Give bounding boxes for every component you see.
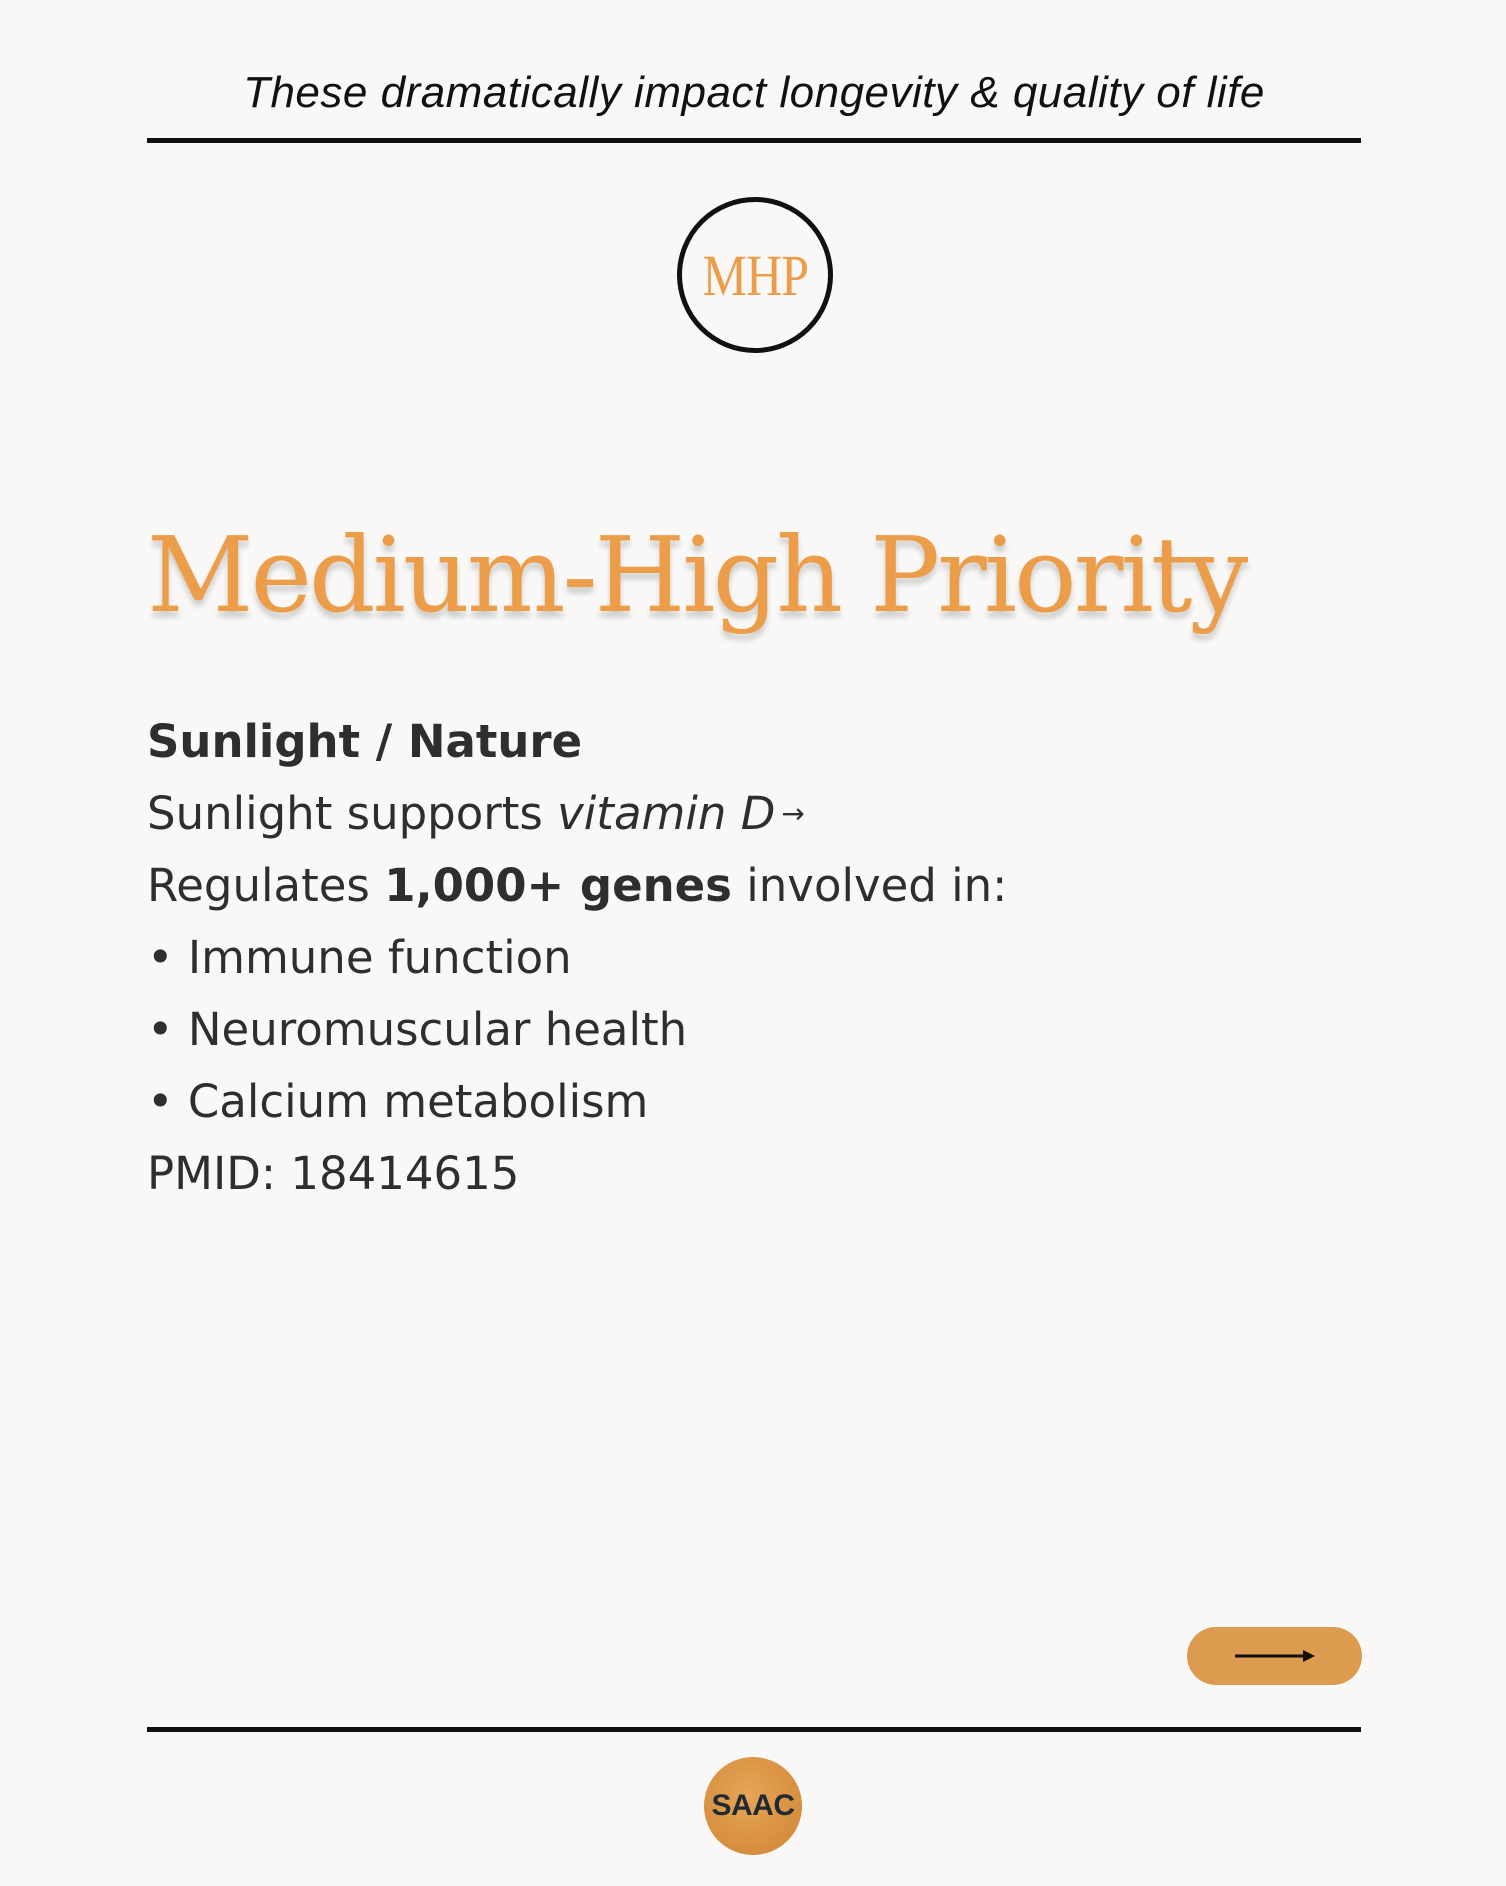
arrow-right-icon bbox=[1233, 1646, 1317, 1666]
badge-text: MHP bbox=[702, 242, 808, 308]
tagline: These dramatically impact longevity & quality of life bbox=[243, 68, 1265, 117]
list-item: • Immune function bbox=[147, 931, 572, 984]
list-item: • Neuromuscular health bbox=[147, 1003, 688, 1056]
next-button[interactable] bbox=[1187, 1627, 1362, 1685]
sunlight-line-prefix: Sunlight supports bbox=[147, 787, 558, 840]
bottom-divider bbox=[147, 1727, 1361, 1732]
saac-logo bbox=[704, 1757, 802, 1855]
sunlight-line bbox=[147, 778, 1247, 850]
content-block bbox=[147, 706, 1247, 1210]
genes-line-suffix: involved in: bbox=[731, 859, 1008, 912]
section-title: Sunlight / Nature bbox=[147, 715, 583, 768]
small-arrow-icon: → bbox=[781, 797, 805, 830]
genes-line-prefix: Regulates bbox=[147, 859, 385, 912]
vitamin-d-text: vitamin D bbox=[557, 787, 776, 840]
list-item: • Calcium metabolism bbox=[147, 1075, 649, 1128]
genes-count: 1,000+ genes bbox=[384, 859, 732, 912]
genes-line bbox=[147, 850, 1247, 922]
page-title: Medium-High Priority bbox=[147, 514, 1246, 636]
mhp-badge bbox=[677, 197, 833, 353]
saac-logo-text: SAAC bbox=[711, 1789, 795, 1822]
citation: PMID: 18414615 bbox=[147, 1147, 520, 1200]
top-divider bbox=[147, 138, 1361, 143]
